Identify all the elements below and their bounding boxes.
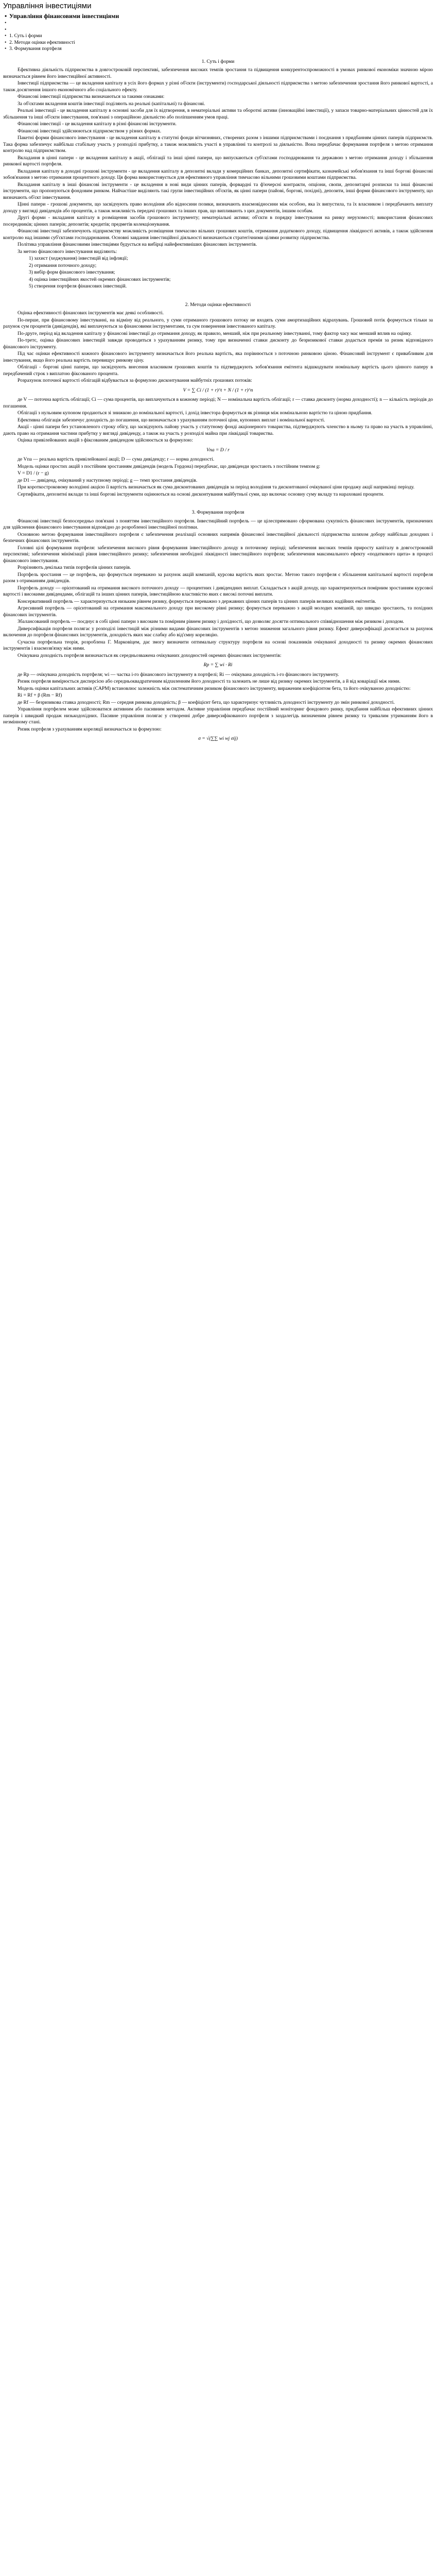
paragraph: Ri = Rf + β (Rm − Rf) xyxy=(18,692,62,698)
formula: Vпа = D / r xyxy=(206,447,230,453)
section-2-body xyxy=(3,310,433,384)
paragraph: Фінансові інвестиції безпосередньо пов'язані з поняттям інвестиційного портфеля. Інвестиційний портфель — це цілеспрямовано сформована сукупність фінансових інструментів, призначених для здійснення фінансового інвестування відповідно до розробленої інвестиційної політики. xyxy=(3,518,433,530)
paragraph: Очікувана доходність портфеля визначається як середньозважена очікуваних доходностей окремих фінансових інструментів: xyxy=(18,652,282,658)
paragraph: Основною метою формування інвестиційного портфеля є забезпечення реалізації основних напрямів фінансової інвестиційної діяльності підприємства шляхом добору найбільш доходних і безпечних фінансових інструментів. xyxy=(3,531,433,544)
paragraph: Облігації - боргові цінні папери, що засвідчують внесення власником грошових коштів та підтверджують зобов'язання емітента відшкодувати номінальну вартість цього цінного паперу в передбачений строк з виплатою фіксованого процента. xyxy=(3,364,433,377)
toc-item-2[interactable] xyxy=(3,40,433,46)
paragraph: Реальні інвестиції - це вкладення капіталу в основні засоби для їх відтворення, в нематеріальні активи та оборотні активи (інноваційні інвестиції), у запаси товарно-матеріальних цінностей для їх збільшення та інші об'єкти інвестування, пов'язані з операційною діяльністю або поліпшенням умов праці. xyxy=(3,108,433,120)
paragraph: Ефективна діяльність підприємства в довгостроковій перспективі, забезпечення високих темпів зростання та підвищення конкурентоспроможності в умовах ринкової економіки значною мірою визначається рівнем його інвестиційної активності. xyxy=(3,67,433,79)
paragraph: Сертифікати, депозитні вклади та інші боргові інструменти оцінюються на основі дисконтування майбутньої суми, що включає основну суму вкладу та нараховані проценти. xyxy=(18,491,385,497)
toc-empty-item xyxy=(3,20,433,27)
paragraph: Головні цілі формування портфеля: забезпечення високого рівня формування інвестиційного доходу в поточному періоді; забезпечення високих темпів приросту капіталу в довгостроковій перспективі; забезпечення мінімізації рівня інвестиційного ризику; забезпечення необхідної ліквідності інвестиційного портфеля; забезпечення максимального ефекту «податкового щита» в процесі фінансового інвестування. xyxy=(3,545,433,564)
paragraph: По-третє, оцінка фінансових інвестицій завжди проводиться з урахуванням ризику, тому при визначенні ставки дисконту до безризикової ставки додається премія за ризик відповідного фінансового інструменту. xyxy=(3,337,433,350)
formula: σ = √(∑∑ wi wj σij) xyxy=(198,736,238,741)
paragraph: Розрахунок поточної вартості облігацій відбувається за формулою дисконтування майбутніх грошових потоків: xyxy=(18,378,252,383)
toc-item-1[interactable] xyxy=(3,33,433,40)
paragraph: Оцінка ефективності фінансових інструментів має деякі особливості. xyxy=(18,310,164,316)
paragraph: де Vпа — реальна вартість привілейованої акції; D — сума дивіденду; r — норма доходності. xyxy=(18,456,215,462)
formula: V = ∑ Ci / (1 + r)^t + N / (1 + r)^n xyxy=(183,387,253,393)
paragraph: Агресивний портфель — орієнтований на отримання максимального доходу при високому рівні ризику; формується переважно з акцій молодих компаній, що швидко зростають, та похідних фінансових інструментів. xyxy=(3,605,433,618)
toc-item-3[interactable] xyxy=(3,46,433,53)
paragraph: По-друге, період від вкладення капіталу у фінансові інвестиції до отримання доходу, як правило, менший, ніж при реальному інвестуванні, тому фактор часу має менший вплив на оцінку. xyxy=(18,330,412,336)
list-item: 2) отримання поточного доходу; xyxy=(29,262,97,268)
section-3-body xyxy=(3,518,433,659)
paragraph: Модель оцінки простих акцій з постійним зростанням дивідендів (модель Гордона) передбачає, що дивіденди зростають з постійним темпом g: xyxy=(18,463,321,469)
paragraph: де V — поточна вартість облігації; Ci — сума процентів, що виплачуються в кожному періоді; N — номінальна вартість облігації; r — ставка дисконту (норма доходності); n — кількість періодів до погашення. xyxy=(3,397,433,409)
paragraph: Модель оцінки капітальних активів (CAPM) встановлює залежність між систематичним ризиком фінансового інструменту, вираженим коефіцієнтом бета, та його очікуваною доходністю: xyxy=(18,685,411,691)
paragraph: Збалансований портфель — поєднує в собі цінні папери з високим та помірним рівнем ризику і дохідності, що дозволяє досягти оптимального співвідношення між ризиком і доходом. xyxy=(18,619,404,624)
formula: Rp = ∑ wi · Ri xyxy=(203,662,233,668)
list-item: 1) захист (хеджування) інвестицій від інфляції; xyxy=(29,256,128,261)
paragraph: Вкладання капіталу в інші фінансові інструменти - це вкладення в нові види цінних паперів, форвардні та ф'ючерсні контракти, опціони, свопи, депозитарні розписки та інші фінансові інструменти, що пропонуються фондовим ринком. Найчастіше виділяють такі групи інвестиційних об'єктів, як цінні папери (пайові, боргові, похідні), депозити, інші форми фінансового інструменту, що визначають об'єкт інвестування. xyxy=(3,181,433,200)
paragraph: Фінансові інвестиції забезпечують підприємству можливість розміщення тимчасово вільних грошових коштів, отримання додаткового доходу, підвищення ліквідності активів, а також здійснення контролю над іншими суб'єктами господарювання. Основні завдання інвестиційної діяльності визначаються стратегічними цілями розвитку підприємства. xyxy=(3,228,433,241)
paragraph: де Rp — очікувана доходність портфеля; wi — частка i-го фінансового інструменту в портфелі; Ri — очікувана доходність i-го фінансового інструменту. xyxy=(18,671,339,677)
paragraph: де Rf — безризикова ставка доходності; Rm — середня ринкова доходність; β — коефіцієнт бета, що характеризує чутливість доходності інструменту до змін ринкової доходності. xyxy=(18,699,395,705)
paragraph: При короткостроковому володінні акцією її вартість визначається як сума дисконтованих дивідендів за період володіння та дисконтованої очікуваної ціни продажу акції наприкінці періоду. xyxy=(18,484,415,490)
paragraph: Фінансові інвестиції - це вкладення капіталу в різні фінансові інструменти. xyxy=(18,121,177,127)
table-of-contents xyxy=(3,12,433,53)
paragraph: Ризик портфеля вимірюється дисперсією або середньоквадратичним відхиленням його доходності та залежить не лише від ризику окремих інструментів, а й від коваріації між ними. xyxy=(18,679,400,684)
section-heading: 2. Методи оцінки ефективності xyxy=(185,301,251,308)
section-heading: 1. Суть і форми xyxy=(201,58,235,64)
paragraph: Сучасна портфельна теорія, розроблена Г. Марковіцем, дає змогу визначити оптимальну структуру портфеля на основі показників очікуваної доходності та ризику окремих фінансових інструментів і взаємозв'язку між ними. xyxy=(3,639,433,651)
section-3-body-after xyxy=(3,672,433,733)
section-1-body xyxy=(3,67,433,255)
paragraph: Диверсифікація портфеля полягає у розподілі інвестицій між різними видами фінансових інструментів з метою зниження загального рівня ризику. Ефект диверсифікації досягається за рахунок включення до портфеля фінансових інструментів, доходність яких має слабку або від'ємну кореляцію. xyxy=(3,625,433,638)
paragraph: Консервативний портфель — характеризується низьким рівнем ризику, формується переважно з державних цінних паперів та цінних паперів великих надійних емітентів. xyxy=(18,598,376,604)
paragraph: Портфель доходу — орієнтований на отримання високого поточного доходу — процентних і дивідендних виплат. Складається з акцій доходу, що характеризуються помірним зростанням курсової вартості і високими дивідендами, облігацій та інших цінних паперів, інвестиційною властивістю яких є високі поточні виплати. xyxy=(3,585,433,597)
paragraph: Управління портфелем може здійснюватися активним або пасивним методом. Активне управління передбачає постійний моніторинг фондового ринку, придбання найбільш ефективних цінних паперів і швидкий продаж низькодохідних. Пасивне управління полягає у створенні добре диверсифікованого портфеля з заздалегідь визначеним рівнем ризику та тривалим утриманням його в незмінному стані. xyxy=(3,706,433,725)
section-heading: 3. Формування портфеля xyxy=(191,510,245,515)
toc-link-2[interactable]: 2. Методи оцінки ефективності xyxy=(9,39,75,45)
paragraph: Облігації з нульовим купоном продаються зі знижкою до номінальної вартості, і дохід інвестора формується як різниця між номінальною вартістю та ціною придбання. xyxy=(18,410,373,416)
paragraph: Під час оцінки ефективності кожного фінансового інструменту визначається його реальна вартість, яка порівнюється з поточною ринковою ціною. Фінансовий інструмент є привабливим для інвестування, якщо його реальна вартість перевищує ринкову ціну. xyxy=(3,351,433,363)
paragraph: Фінансові інвестиції підприємства визначаються за такими ознаками: xyxy=(18,94,165,99)
paragraph: За об'єктами вкладення коштів інвестиції поділяють на реальні (капітальні) та фінансові. xyxy=(18,100,205,107)
paragraph: V = D1 / (r − g) xyxy=(18,470,49,476)
section-1-list xyxy=(3,256,433,290)
section-1 xyxy=(3,59,433,290)
section-2 xyxy=(3,302,433,498)
list-item: 3) вибір форм фінансового інвестування; xyxy=(29,269,115,275)
list-item: 4) оцінка інвестиційних якостей окремих фінансових інструментів; xyxy=(29,276,171,282)
paragraph: По-перше, при фінансовому інвестуванні, на відміну від реального, у суми отриманого грошового потоку не входять суми амортизаційних відрахувань. Грошовий потік формується тільки за рахунок сум процентів (дивідендів), які виплачуються за фінансовими інструментами, та сум повернення інвестованого капіталу. xyxy=(3,317,433,329)
paragraph: Ефективна облігація забезпечує доходність до погашення, що визначається з урахуванням поточної ціни, купонних виплат і номінальної вартості. xyxy=(18,417,325,423)
section-2-body-after xyxy=(3,397,433,444)
section-2-body-after2 xyxy=(3,456,433,498)
paragraph: Портфель зростання — це портфель, що формується переважно за рахунок акцій компаній, курсова вартість яких зростає. Метою такого портфеля є збільшення капітальної вартості портфеля разом з отриманням дивідендів. xyxy=(3,571,433,584)
paragraph: Пакетні форми фінансового інвестування - це вкладення капіталу в статутні фонди вітчизняних, створених разом з іншими підприємствами і поєднання з придбанням цінних паперів підприємств. Така форма забезпечує найбільш стабільну участь у розподілі прибутку, а також можливість участі в управлінні та контролі за діяльністю. Вона передбачає формування портфеля з метою отримання контролю над підприємством. xyxy=(3,135,433,154)
paragraph: Акції - цінні папери без установленого строку обігу, що засвідчують пайову участь у статутному фонді акціонерного товариства, підтверджують членство в ньому та право на участь в управлінні, дають право на отримання частини прибутку у вигляді дивіденду, а також на участь у розподілі майна при ліквідації товариства. xyxy=(3,424,433,436)
paragraph: де D1 — дивіденд, очікуваний у наступному періоді; g — темп зростання дивідендів. xyxy=(18,477,198,483)
paragraph: Розрізняють декілька типів портфелів цінних паперів. xyxy=(18,565,131,570)
paragraph: Оцінка привілейованих акцій з фіксованим дивідендом здійснюється за формулою: xyxy=(18,437,193,443)
section-3 xyxy=(3,510,433,742)
paragraph: Цінні папери - грошові документи, що засвідчують право володіння або відносини позики, визначають взаємовідносини між особою, яка їх випустила, та їх власником і передбачають виплату доходу у вигляді дивідендів або процентів, а також можливість передачі грошових та інших прав, що випливають з цих документів, іншим особам. xyxy=(3,201,433,214)
paragraph: Другі форми - вкладання капіталу в розміщення засобів грошового інструменту; нематеріальні активи; об'єкти в порядку інвестування на ринку нерухомості; використання фінансових посередників; цінних паперів; депозитів; кредитів; предметів колекціонування. xyxy=(3,215,433,227)
paragraph: Політика управління фінансовими інвестиціями будується на вибірці найефективніших фінансових інструментів. xyxy=(18,242,257,247)
document-page xyxy=(0,0,436,761)
toc-empty-item xyxy=(3,27,433,33)
list-item: 5) створення портфеля фінансових інвестицій. xyxy=(29,283,127,289)
paragraph: За метою фінансового інвестування виділяють: xyxy=(18,248,117,255)
paragraph: Вкладання капіталу в доходні грошові інструменти - це вкладення капіталу в депозитні вклади у комерційних банках, депозитні сертифікати, казначейські зобов'язання та інші боргові фінансові зобов'язання з метою отримання процентного доходу. Ця форма використовується для ефективного управління тимчасово вільними грошовими коштами підприємства. xyxy=(3,168,433,180)
toc-main-link[interactable]: Управління фінансовими інвестиціями xyxy=(9,12,119,20)
paragraph: Інвестиції підприємства — це вкладення капіталу в усіх його формах у різні об'єкти (інструменти) господарської діяльності підприємства з метою забезпечення зростання його ринкової вартості, а також досягнення іншого економічного або соціального ефекту. xyxy=(3,80,433,93)
paragraph: Фінансові інвестиції здійснюються підприємством у різних формах. xyxy=(18,128,162,134)
toc-link-3[interactable]: 3. Формування портфеля xyxy=(9,46,62,52)
toc-main-item[interactable] xyxy=(3,12,433,20)
toc-link-1[interactable]: 1. Суть і форми xyxy=(9,33,42,39)
site-title: Управління інвестиціями xyxy=(3,2,92,10)
paragraph: Ризик портфеля з урахуванням кореляції визначається за формулою: xyxy=(18,726,162,732)
paragraph: Вкладання в цінні папери - це вкладення капіталу в акції, облігації та інші цінні папери, що випускаються суб'єктами господарювання та державою з метою отримання доходу і збільшення ринкової вартості портфеля. xyxy=(3,155,433,167)
